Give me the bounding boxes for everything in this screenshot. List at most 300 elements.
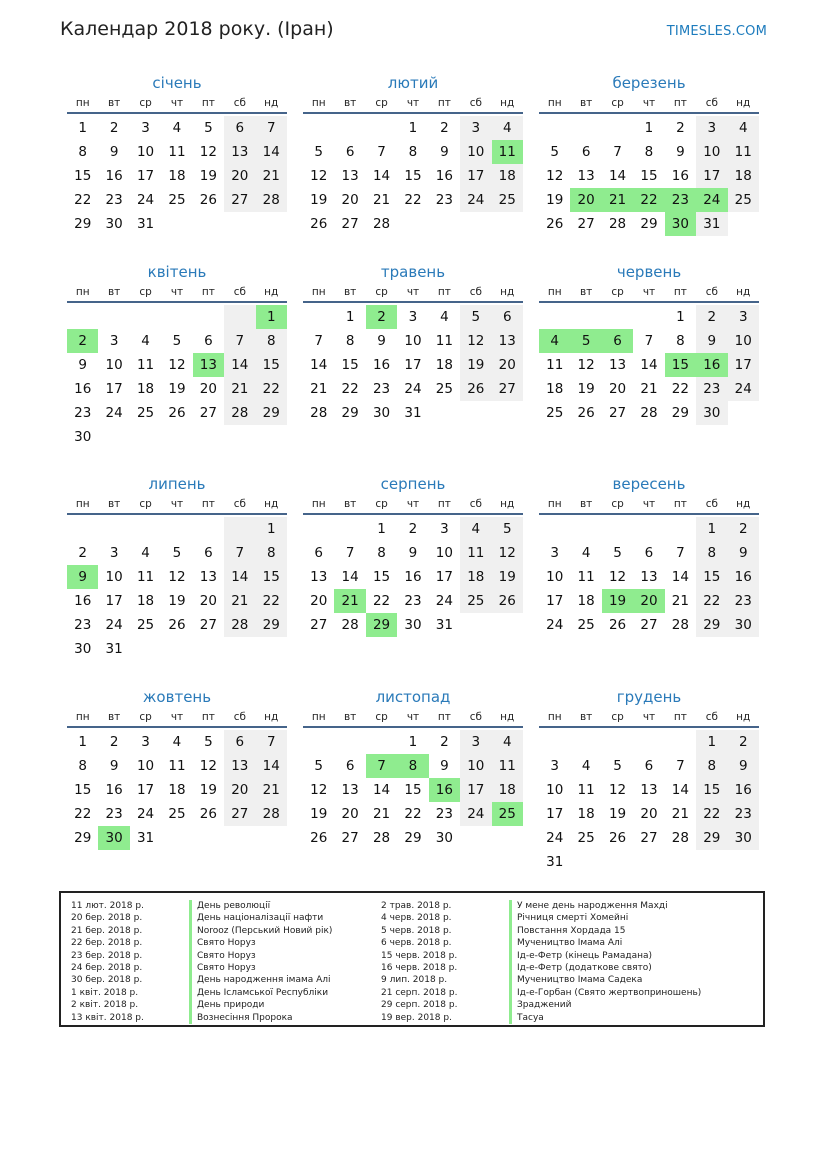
day-cell: 25: [435, 381, 453, 397]
weekday-label: нд: [736, 711, 751, 723]
day-cell: 2: [728, 730, 759, 754]
day-cell: 10: [435, 545, 453, 561]
day-cell: 26: [608, 830, 627, 846]
empty-cell: [366, 730, 397, 754]
holiday-name: Повстання Хордада 15: [509, 925, 701, 937]
day-cell: 22: [404, 806, 422, 822]
day-cell: 12: [546, 168, 564, 184]
weekday-label: пт: [201, 498, 215, 510]
weekday-label: сб: [233, 286, 246, 298]
weekday-header: [67, 708, 287, 728]
day-cell: 28: [224, 613, 255, 637]
day-cell: 19: [168, 593, 186, 609]
holiday-name: Мучеництво Імама Садека: [509, 974, 701, 986]
day-cell: 4: [141, 545, 150, 561]
month-name: березень: [612, 74, 686, 92]
holiday-day-cell: 6: [602, 329, 633, 353]
holiday-name: Свято Норуз: [189, 950, 332, 962]
month-block: [303, 686, 523, 850]
day-cell: 24: [546, 830, 564, 846]
empty-cell: [570, 730, 601, 754]
day-cell: 23: [728, 802, 759, 826]
holiday-day-cell: 30: [665, 212, 696, 236]
month-block: [303, 261, 523, 425]
weekday-label: ср: [139, 97, 152, 109]
weekday-label: чт: [406, 711, 420, 723]
day-cell: 24: [728, 377, 759, 401]
day-cell: 11: [435, 333, 453, 349]
day-cell: 28: [671, 617, 689, 633]
day-cell: 22: [671, 381, 689, 397]
holiday-day-cell: 2: [366, 305, 397, 329]
day-cell: 28: [608, 216, 627, 232]
weekday-label: сб: [705, 97, 718, 109]
day-cell: 23: [435, 192, 453, 208]
day-cell: 30: [74, 641, 92, 657]
day-cell: 17: [460, 778, 491, 802]
weekday-label: пт: [201, 97, 215, 109]
day-cell: 7: [676, 545, 685, 561]
empty-cell: [161, 305, 192, 329]
weekday-header: [539, 495, 759, 515]
holiday-day-cell: 29: [366, 613, 397, 637]
day-cell: 2: [696, 305, 727, 329]
day-cell: 28: [256, 802, 287, 826]
day-cell: 14: [372, 782, 391, 798]
weekday-label: сб: [469, 498, 482, 510]
day-cell: 3: [550, 758, 559, 774]
day-cell: 5: [550, 144, 559, 160]
month-block: [67, 72, 287, 236]
weekday-label: нд: [736, 286, 751, 298]
holiday-date: 16 черв. 2018 р.: [381, 962, 458, 973]
month-name: жовтень: [142, 688, 212, 706]
day-cell: 10: [136, 144, 155, 160]
holiday-name: Мучеництво Імама Алі: [509, 937, 701, 949]
day-cell: 18: [546, 381, 564, 397]
day-cell: 3: [728, 305, 759, 329]
day-cell: 14: [224, 565, 255, 589]
empty-cell: [303, 305, 334, 329]
holiday-dates-column-1: [71, 900, 144, 1024]
empty-cell: [256, 425, 287, 449]
weekday-label: ср: [139, 286, 152, 298]
empty-cell: [224, 637, 255, 661]
day-cell: 20: [199, 593, 217, 609]
weekday-label: вт: [107, 498, 121, 510]
empty-cell: [193, 826, 224, 850]
holiday-legend: [59, 891, 765, 1027]
day-cell: 24: [435, 593, 453, 609]
weekday-label: пт: [673, 711, 687, 723]
day-cell: 6: [581, 144, 591, 160]
weekday-label: нд: [264, 498, 279, 510]
day-cell: 11: [168, 758, 186, 774]
day-cell: 25: [577, 617, 595, 633]
day-cell: 26: [168, 617, 186, 633]
day-cell: 8: [696, 754, 727, 778]
holiday-date: 9 лип. 2018 р.: [381, 975, 448, 986]
day-cell: 20: [224, 778, 255, 802]
day-cell: 15: [372, 569, 391, 585]
day-cell: 11: [168, 144, 186, 160]
day-cell: 30: [728, 826, 759, 850]
day-cell: 27: [310, 617, 328, 633]
day-cell: 1: [377, 521, 386, 537]
day-cell: 17: [728, 353, 759, 377]
empty-cell: [492, 212, 523, 236]
day-cell: 20: [341, 192, 359, 208]
day-grid: [303, 305, 523, 425]
holiday-day-cell: 19: [602, 589, 633, 613]
day-cell: 21: [372, 192, 391, 208]
day-cell: 14: [256, 140, 287, 164]
day-cell: 3: [141, 120, 150, 136]
day-cell: 29: [696, 613, 727, 637]
month-block: [67, 473, 287, 661]
day-cell: 9: [109, 144, 119, 160]
day-cell: 27: [224, 188, 255, 212]
empty-cell: [303, 116, 334, 140]
holiday-name: Ід-е-Горбан (Свято жертвоприношень): [509, 987, 701, 999]
day-cell: 4: [440, 309, 449, 325]
holiday-date: 22 бер. 2018 р.: [71, 938, 143, 949]
day-cell: 5: [613, 545, 622, 561]
day-cell: 25: [168, 192, 186, 208]
day-cell: 9: [377, 333, 386, 349]
day-cell: 30: [74, 429, 92, 445]
holiday-day-cell: 24: [696, 188, 727, 212]
day-cell: 25: [136, 617, 155, 633]
holiday-date: 6 черв. 2018 р.: [381, 938, 452, 949]
empty-cell: [334, 730, 365, 754]
day-cell: 1: [676, 309, 685, 325]
day-cell: 7: [256, 116, 287, 140]
day-cell: 21: [671, 593, 689, 609]
day-cell: 20: [492, 353, 523, 377]
day-cell: 29: [74, 830, 92, 846]
day-cell: 4: [581, 545, 591, 561]
weekday-label: вт: [579, 711, 593, 723]
day-cell: 11: [492, 754, 523, 778]
day-cell: 22: [74, 806, 92, 822]
weekday-label: вт: [343, 286, 357, 298]
day-cell: 8: [78, 758, 87, 774]
empty-cell: [397, 212, 428, 236]
month-name: квітень: [147, 263, 207, 281]
day-cell: 3: [696, 116, 727, 140]
empty-cell: [98, 517, 129, 541]
holiday-date: 23 бер. 2018 р.: [71, 950, 143, 961]
day-cell: 19: [199, 782, 217, 798]
day-cell: 30: [372, 405, 391, 421]
holiday-day-cell: 4: [539, 329, 570, 353]
day-cell: 2: [109, 120, 119, 136]
weekday-label: пн: [75, 97, 90, 109]
day-cell: 5: [204, 120, 213, 136]
weekday-label: пт: [201, 286, 215, 298]
empty-cell: [602, 305, 633, 329]
day-cell: 6: [644, 545, 654, 561]
weekday-header: [303, 94, 523, 114]
day-cell: 27: [341, 216, 359, 232]
holiday-name: Ід-е-Фетр (додаткове свято): [509, 962, 701, 974]
day-cell: 3: [109, 333, 119, 349]
weekday-label: пн: [547, 97, 562, 109]
day-cell: 3: [460, 730, 491, 754]
day-cell: 24: [404, 381, 422, 397]
day-cell: 3: [141, 734, 150, 750]
day-cell: 3: [109, 545, 119, 561]
day-cell: 6: [314, 545, 323, 561]
weekday-label: ср: [375, 286, 388, 298]
day-cell: 7: [345, 545, 355, 561]
day-cell: 25: [136, 405, 155, 421]
day-grid: [303, 517, 523, 637]
day-cell: 20: [224, 164, 255, 188]
month-block: [539, 72, 759, 236]
day-cell: 28: [640, 405, 658, 421]
empty-cell: [334, 116, 365, 140]
day-cell: 30: [404, 617, 422, 633]
empty-cell: [193, 425, 224, 449]
weekday-header: [67, 283, 287, 303]
month-name: серпень: [380, 475, 446, 493]
day-cell: 12: [168, 569, 186, 585]
holiday-name: День Ісламської Республіки: [189, 987, 332, 999]
day-cell: 19: [608, 806, 627, 822]
day-cell: 25: [546, 405, 564, 421]
weekday-label: вт: [579, 498, 593, 510]
weekday-label: пн: [311, 498, 326, 510]
day-cell: 5: [492, 517, 523, 541]
day-cell: 27: [199, 617, 217, 633]
day-cell: 18: [577, 806, 595, 822]
day-cell: 16: [105, 782, 123, 798]
empty-cell: [130, 305, 161, 329]
empty-cell: [633, 850, 664, 874]
empty-cell: [460, 212, 491, 236]
day-cell: 19: [577, 381, 595, 397]
day-cell: 31: [105, 641, 123, 657]
day-cell: 16: [728, 565, 759, 589]
day-grid: [539, 116, 759, 236]
empty-cell: [98, 305, 129, 329]
day-cell: 26: [199, 192, 217, 208]
empty-cell: [161, 212, 192, 236]
day-cell: 23: [105, 806, 123, 822]
empty-cell: [224, 305, 255, 329]
day-cell: 26: [546, 216, 564, 232]
day-cell: 23: [74, 617, 92, 633]
empty-cell: [334, 517, 365, 541]
weekday-label: ср: [611, 286, 624, 298]
day-cell: 10: [105, 569, 123, 585]
weekday-label: пн: [75, 286, 90, 298]
day-cell: 15: [640, 168, 658, 184]
empty-cell: [665, 517, 696, 541]
empty-cell: [429, 401, 460, 425]
day-cell: 14: [671, 569, 689, 585]
day-cell: 12: [492, 541, 523, 565]
day-cell: 27: [577, 216, 595, 232]
day-cell: 27: [608, 405, 627, 421]
holiday-name: Ід-е-Фетр (кінець Рамадана): [509, 950, 701, 962]
day-cell: 31: [136, 216, 155, 232]
day-cell: 5: [314, 144, 323, 160]
day-cell: 30: [696, 401, 727, 425]
weekday-header: [67, 495, 287, 515]
day-cell: 23: [74, 405, 92, 421]
day-cell: 8: [644, 144, 654, 160]
day-cell: 26: [460, 377, 491, 401]
day-cell: 16: [372, 357, 391, 373]
holiday-name: Вознесіння Пророка: [189, 1012, 332, 1024]
day-cell: 22: [341, 381, 359, 397]
holiday-name: Тасуа: [509, 1012, 701, 1024]
day-cell: 15: [696, 565, 727, 589]
weekday-header: [67, 94, 287, 114]
day-cell: 21: [372, 806, 391, 822]
empty-cell: [161, 637, 192, 661]
day-cell: 24: [105, 617, 123, 633]
day-cell: 17: [136, 168, 155, 184]
day-cell: 7: [644, 333, 654, 349]
day-cell: 29: [256, 401, 287, 425]
holiday-date: 15 черв. 2018 р.: [381, 950, 458, 961]
empty-cell: [633, 730, 664, 754]
empty-cell: [193, 517, 224, 541]
day-cell: 8: [78, 144, 87, 160]
weekday-label: ср: [139, 711, 152, 723]
day-cell: 9: [109, 758, 119, 774]
day-cell: 25: [168, 806, 186, 822]
day-cell: 13: [310, 569, 328, 585]
day-cell: 7: [314, 333, 323, 349]
day-cell: 25: [577, 830, 595, 846]
day-cell: 21: [310, 381, 328, 397]
day-cell: 12: [310, 168, 328, 184]
site-link[interactable]: TIMESLES.COM: [666, 24, 767, 39]
day-cell: 6: [345, 144, 355, 160]
weekday-label: вт: [107, 711, 121, 723]
month-block: [539, 686, 759, 874]
holiday-day-cell: 13: [193, 353, 224, 377]
day-cell: 20: [310, 593, 328, 609]
holiday-name: День народження імама Алі: [189, 974, 332, 986]
holiday-date: 20 бер. 2018 р.: [71, 913, 143, 924]
empty-cell: [303, 517, 334, 541]
day-cell: 6: [644, 758, 654, 774]
day-cell: 26: [492, 589, 523, 613]
weekday-label: чт: [642, 97, 656, 109]
day-cell: 21: [256, 778, 287, 802]
day-cell: 1: [78, 734, 87, 750]
day-cell: 2: [676, 120, 685, 136]
weekday-label: ср: [375, 711, 388, 723]
day-cell: 10: [696, 140, 727, 164]
day-cell: 28: [341, 617, 359, 633]
weekday-label: ср: [611, 97, 624, 109]
weekday-header: [303, 283, 523, 303]
day-cell: 13: [608, 357, 627, 373]
weekday-label: чт: [170, 711, 184, 723]
day-cell: 10: [460, 140, 491, 164]
day-cell: 19: [199, 168, 217, 184]
month-name: січень: [152, 74, 202, 92]
day-cell: 13: [492, 329, 523, 353]
holiday-name: День революції: [189, 900, 332, 912]
day-cell: 21: [256, 164, 287, 188]
day-cell: 16: [74, 381, 92, 397]
day-cell: 8: [345, 333, 355, 349]
empty-cell: [728, 212, 759, 236]
day-cell: 24: [460, 802, 491, 826]
day-cell: 8: [256, 541, 287, 565]
empty-cell: [602, 850, 633, 874]
day-cell: 24: [546, 617, 564, 633]
month-block: [67, 261, 287, 449]
day-cell: 23: [372, 381, 391, 397]
day-cell: 17: [105, 381, 123, 397]
weekday-label: пт: [673, 498, 687, 510]
holiday-day-cell: 30: [98, 826, 129, 850]
day-cell: 13: [341, 782, 359, 798]
day-cell: 6: [204, 545, 213, 561]
day-cell: 25: [492, 188, 523, 212]
day-cell: 27: [640, 617, 658, 633]
day-cell: 27: [199, 405, 217, 421]
day-cell: 29: [256, 613, 287, 637]
day-cell: 30: [435, 830, 453, 846]
day-grid: [67, 517, 287, 661]
weekday-label: вт: [579, 286, 593, 298]
day-cell: 10: [546, 569, 564, 585]
day-cell: 21: [640, 381, 658, 397]
weekday-label: нд: [264, 711, 279, 723]
day-cell: 19: [460, 353, 491, 377]
weekday-label: ср: [611, 498, 624, 510]
month-block: [303, 72, 523, 236]
holiday-name: Зраджений: [509, 999, 701, 1011]
day-cell: 7: [256, 730, 287, 754]
day-cell: 4: [581, 758, 591, 774]
page-title: Календар 2018 року. (Іран): [60, 18, 334, 40]
day-cell: 18: [168, 782, 186, 798]
empty-cell: [193, 305, 224, 329]
day-cell: 4: [492, 730, 523, 754]
day-cell: 10: [136, 758, 155, 774]
weekday-label: чт: [170, 97, 184, 109]
holiday-date: 11 лют. 2018 р.: [71, 901, 144, 911]
weekday-label: вт: [343, 97, 357, 109]
empty-cell: [224, 425, 255, 449]
empty-cell: [303, 730, 334, 754]
holiday-day-cell: 16: [429, 778, 460, 802]
holiday-day-cell: 9: [67, 565, 98, 589]
weekday-label: пн: [75, 498, 90, 510]
day-cell: 13: [341, 168, 359, 184]
day-cell: 18: [728, 164, 759, 188]
day-cell: 9: [440, 144, 449, 160]
day-cell: 16: [404, 569, 422, 585]
day-cell: 5: [314, 758, 323, 774]
day-cell: 12: [608, 569, 627, 585]
weekday-label: чт: [642, 286, 656, 298]
empty-cell: [539, 116, 570, 140]
weekday-label: сб: [469, 97, 482, 109]
weekday-label: ср: [611, 711, 624, 723]
